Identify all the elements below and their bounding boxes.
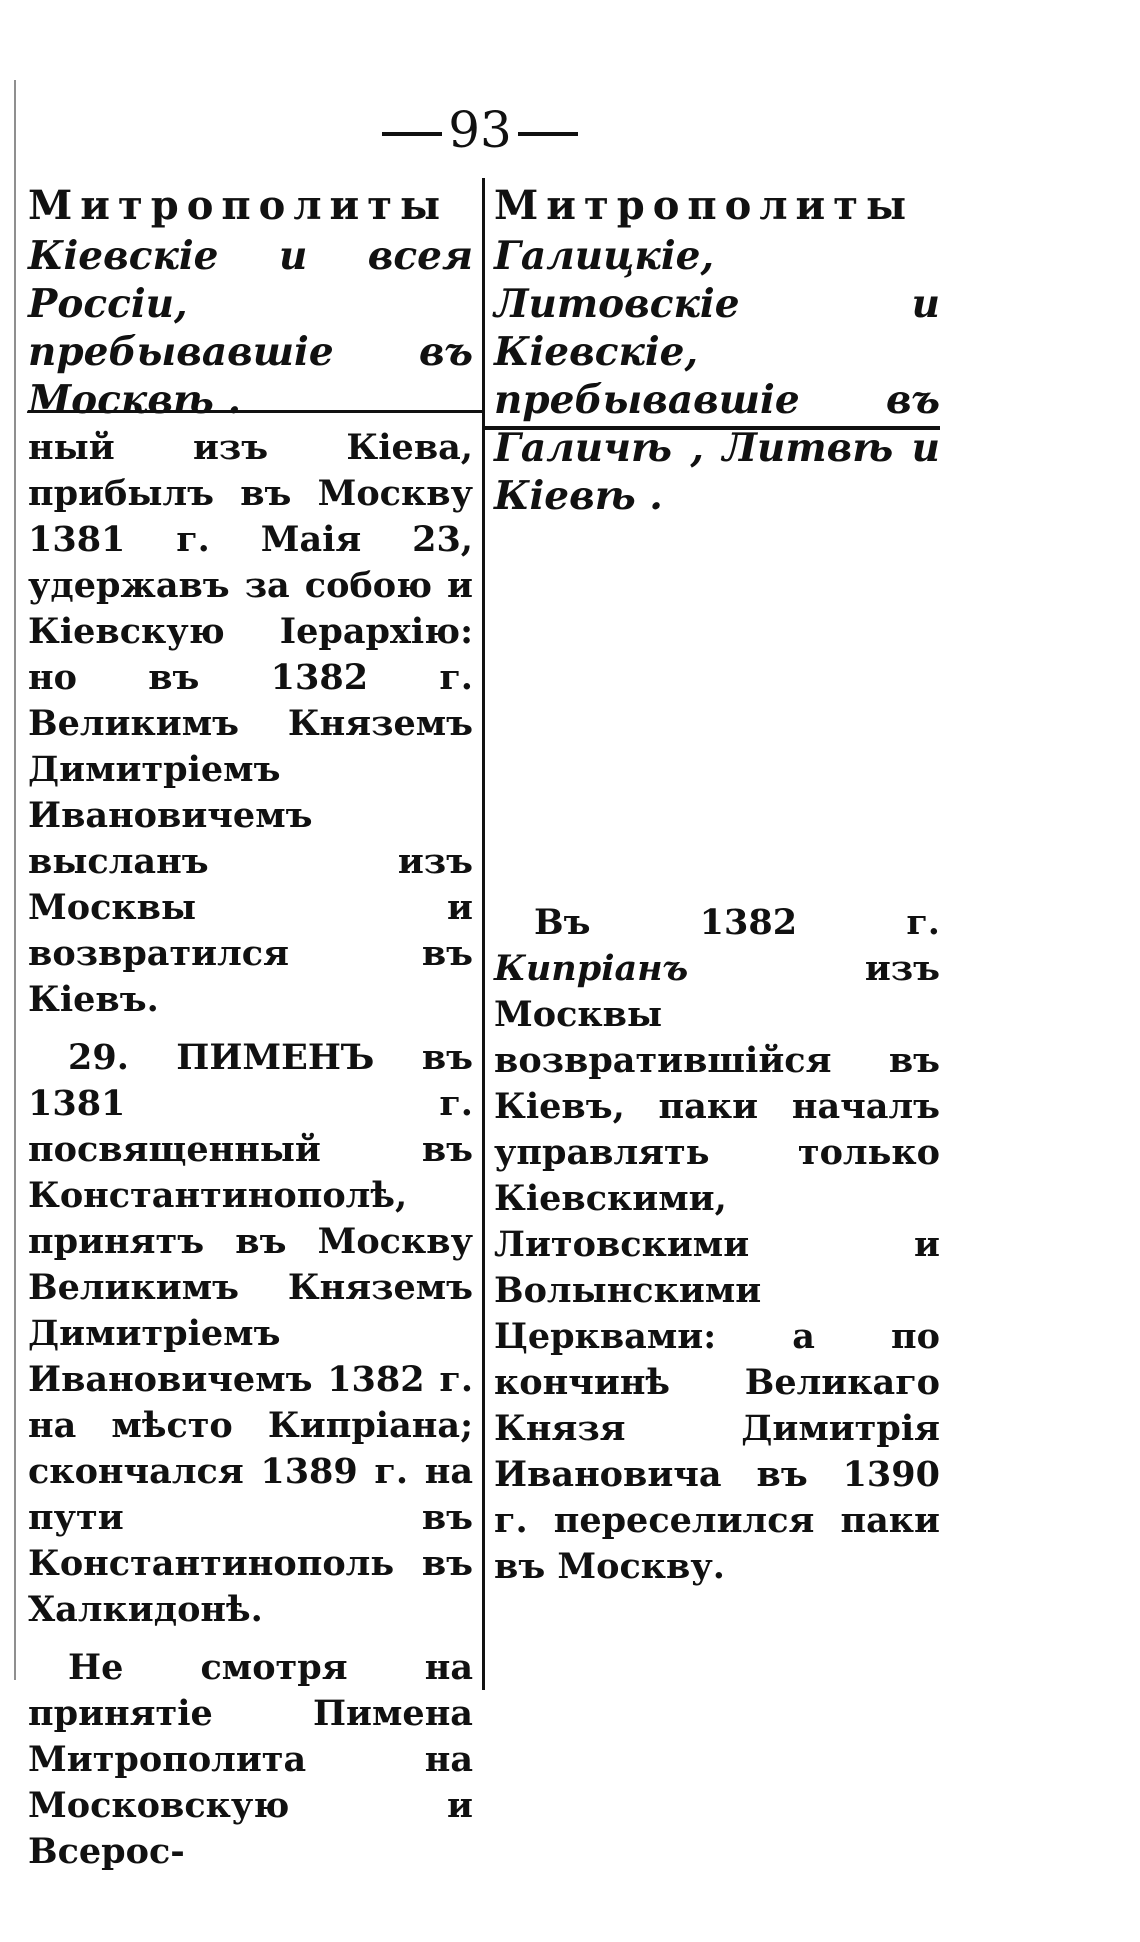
left-paragraph-3: Не смотря на принятіе Пимена Митрополита на Московскую и Всерос- <box>28 1647 473 1872</box>
page-number <box>360 100 600 160</box>
right-column-heading <box>494 180 940 520</box>
column-divider <box>482 178 485 1690</box>
page-number-value: 93 <box>448 101 512 159</box>
left-column-heading <box>28 180 473 424</box>
left-heading-subtitle: Кіевскіе и всея Россіи, пребывавшіе въ Москвѣ . <box>28 233 473 423</box>
right-paragraph-rest: изъ Москвы возвратившійся въ Кіевъ, паки началъ управлять только Кіевскими, Литовскими и Волынскими Церквами: а по кончинѣ Великаго Князя Димитрія Ивановича въ 1390 г. переселился паки въ Москву. <box>494 948 940 1587</box>
right-heading-title: Митрополиты <box>494 182 915 229</box>
right-heading-subtitle: Галицкіе, Литовскіе и Кіевскіе, пребывавшіе въ Галичѣ , Литвѣ и Кіевѣ . <box>494 233 940 519</box>
right-paragraph-name: Кипріанъ <box>494 948 689 989</box>
left-paragraph-1: ный изъ Кіева, прибылъ въ Москву 1381 г. Маія 23, удержавъ за собою и Кіевскую Іерархію: но въ 1382 г. Великимъ Княземъ Димитріемъ Ивановичемъ высланъ изъ Москвы и возвратился въ Кіевъ. <box>28 427 473 1020</box>
left-heading-title: Митрополиты <box>28 182 449 229</box>
left-column-body <box>28 425 473 1887</box>
right-column-body <box>494 900 940 1602</box>
left-paragraph-2: 29. ПИМЕНЪ въ 1381 г. посвященный въ Константинополѣ, принятъ въ Москву Великимъ Княземъ Димитріемъ Ивановичемъ 1382 г. на мѣсто Кипріана; скончался 1389 г. на пути въ Константинополь въ Халкидонѣ. <box>28 1037 473 1630</box>
page-edge-line <box>14 80 16 1680</box>
page-number-dash-left <box>382 132 442 136</box>
page-number-dash-right <box>518 132 578 136</box>
right-paragraph-start: Въ 1382 г. <box>534 902 940 943</box>
right-paragraph-1 <box>494 900 940 1590</box>
